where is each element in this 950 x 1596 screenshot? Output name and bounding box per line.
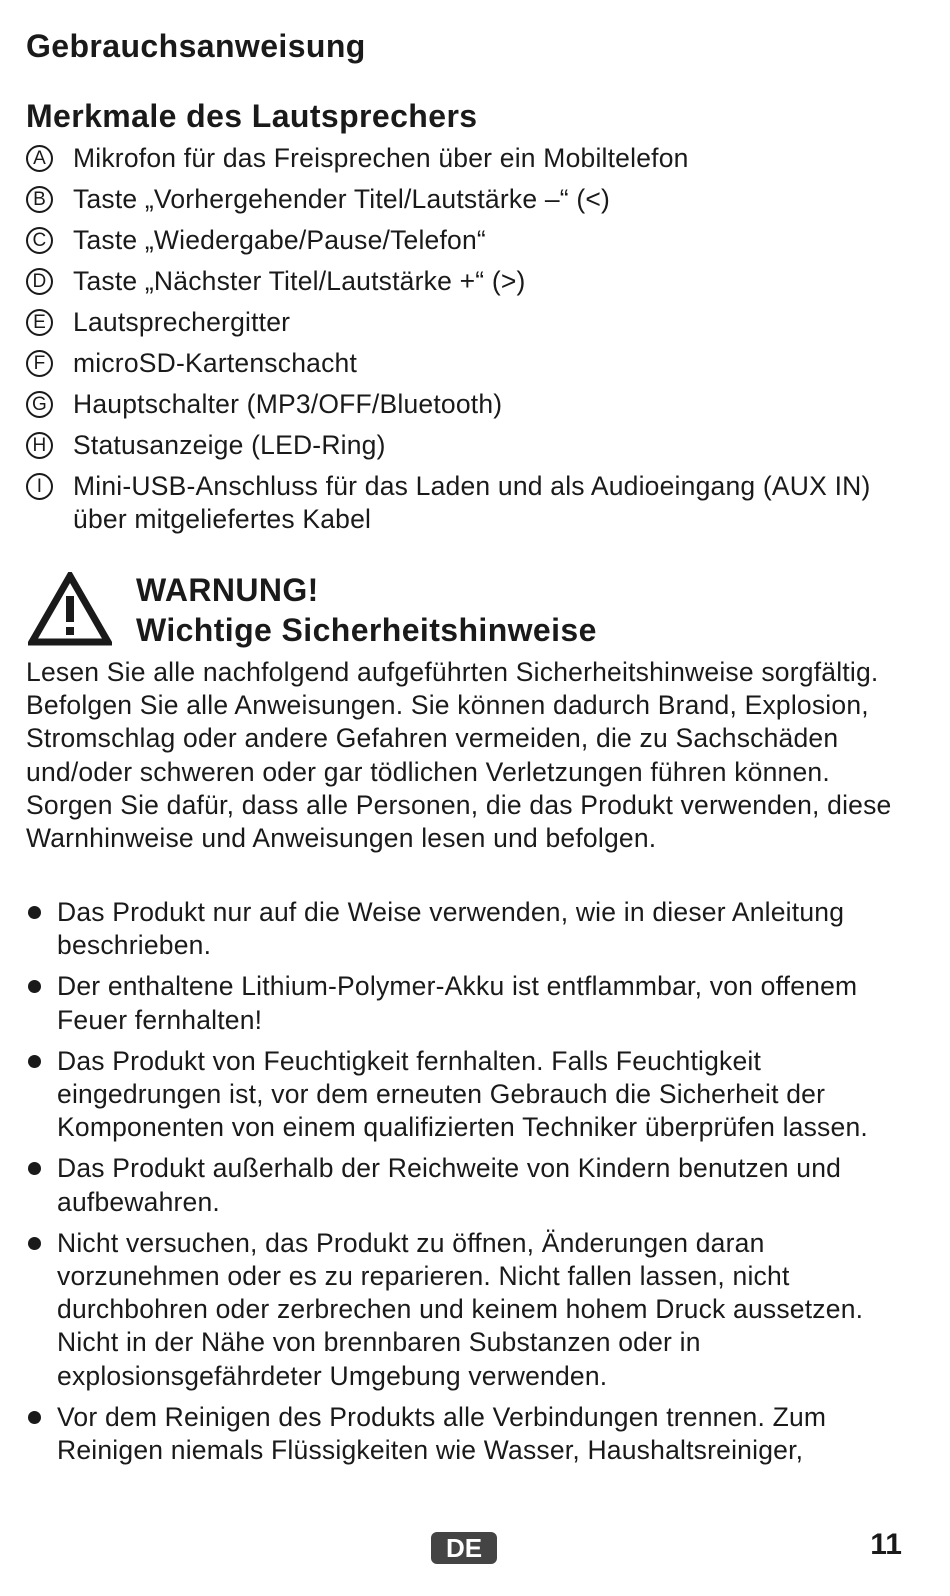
safety-intro: Lesen Sie alle nachfolgend aufgeführten Sicherheitshinweise sorgfältig. Befolgen Sie alle Anweisungen. Sie können dadurch Brand, Explosion, Stromschlag oder andere Gefahren vermeiden, die zu Sachschäden und/oder schweren oder gar tödlichen Verletzungen führen können. Sorgen Sie dafür, dass alle Personen, die das Produkt verwenden, diese Warnhinweise und Anweisungen lesen und befolgen. [26,657,892,854]
bullet-dot-icon [28,906,41,919]
language-badge: DE [431,1532,497,1564]
feature-item [26,388,906,421]
feature-item [26,306,906,339]
safety-bullet-text: Vor dem Reinigen des Produkts alle Verbindungen trennen. Zum Reinigen niemals Flüssigkeiten wie Wasser, Haushaltsreiniger, [57,1401,827,1466]
bullet-dot-icon [28,1162,41,1175]
feature-item [26,224,906,257]
warning-title [136,570,597,650]
warning-label: WARNUNG! [136,572,319,608]
feature-text: Statusanzeige (LED-Ring) [73,430,386,460]
features-list [26,142,906,544]
feature-item [26,183,906,216]
feature-marker: E [26,309,53,336]
safety-bullet-text: Nicht versuchen, das Produkt zu öffnen, Änderungen daran vorzunehmen oder es zu reparieren. Nicht fallen lassen, nicht durchbohren oder zerbrechen und keinem hohem Druck aussetzen. Nicht in der Nähe von brennbaren Substanzen oder in explosionsgefährdeter Umgebung verwenden. [57,1227,864,1391]
feature-text: Mini-USB-Anschluss für das Laden und als Audioeingang (AUX IN) über mitgeliefertes Kabel [73,471,871,534]
safety-bullet [26,970,906,1036]
safety-bullet [26,1152,906,1218]
feature-marker: F [26,350,53,377]
feature-marker: A [26,145,53,172]
features-heading: Merkmale des Lautsprechers [26,98,478,134]
feature-marker: G [26,391,53,418]
feature-marker: I [26,473,53,500]
feature-text: Taste „Nächster Titel/Lautstärke +“ (>) [73,266,526,296]
bullet-dot-icon [28,1411,41,1424]
bullet-dot-icon [28,980,41,993]
feature-item [26,347,906,380]
feature-item [26,429,906,462]
feature-marker: B [26,186,53,213]
bullet-dot-icon [28,1237,41,1250]
safety-bullet [26,1045,906,1145]
feature-text: Hauptschalter (MP3/OFF/Bluetooth) [73,389,503,419]
safety-bullet-text: Das Produkt außerhalb der Reichweite von Kindern benutzen und aufbewahren. [57,1153,842,1217]
safety-bullet [26,896,906,962]
warning-triangle-icon [28,572,112,646]
feature-marker: H [26,432,53,459]
feature-item [26,265,906,298]
feature-text: Lautsprechergitter [73,307,291,337]
page-number: 11 [870,1528,902,1561]
feature-text: microSD-Kartenschacht [73,348,358,378]
safety-bullet-text: Das Produkt von Feuchtigkeit fernhalten. Falls Feuchtigkeit eingedrungen ist, vor dem erneuten Gebrauch die Sicherheit der Komponenten von einem qualifizierten Techniker überprüfen lassen. [57,1045,868,1143]
feature-item [26,470,906,536]
page-title: Gebrauchsanweisung [26,28,366,64]
feature-text: Taste „Vorhergehender Titel/Lautstärke –“ (<) [73,184,611,214]
safety-bullet [26,1401,906,1467]
feature-item [26,142,906,175]
feature-marker: C [26,227,53,254]
feature-text: Taste „Wiedergabe/Pause/Telefon“ [73,225,486,255]
safety-bullet-text: Das Produkt nur auf die Weise verwenden, wie in dieser Anleitung beschrieben. [57,897,845,961]
feature-marker: D [26,268,53,295]
safety-heading: Wichtige Sicherheitshinweise [136,612,597,648]
safety-bullet-text: Der enthaltene Lithium-Polymer-Akku ist entflammbar, von offenem Feuer fernhalten! [57,971,858,1035]
safety-bullet-list [26,896,906,1475]
bullet-dot-icon [28,1055,41,1068]
safety-bullet [26,1227,906,1393]
feature-text: Mikrofon für das Freisprechen über ein Mobiltelefon [73,143,689,173]
